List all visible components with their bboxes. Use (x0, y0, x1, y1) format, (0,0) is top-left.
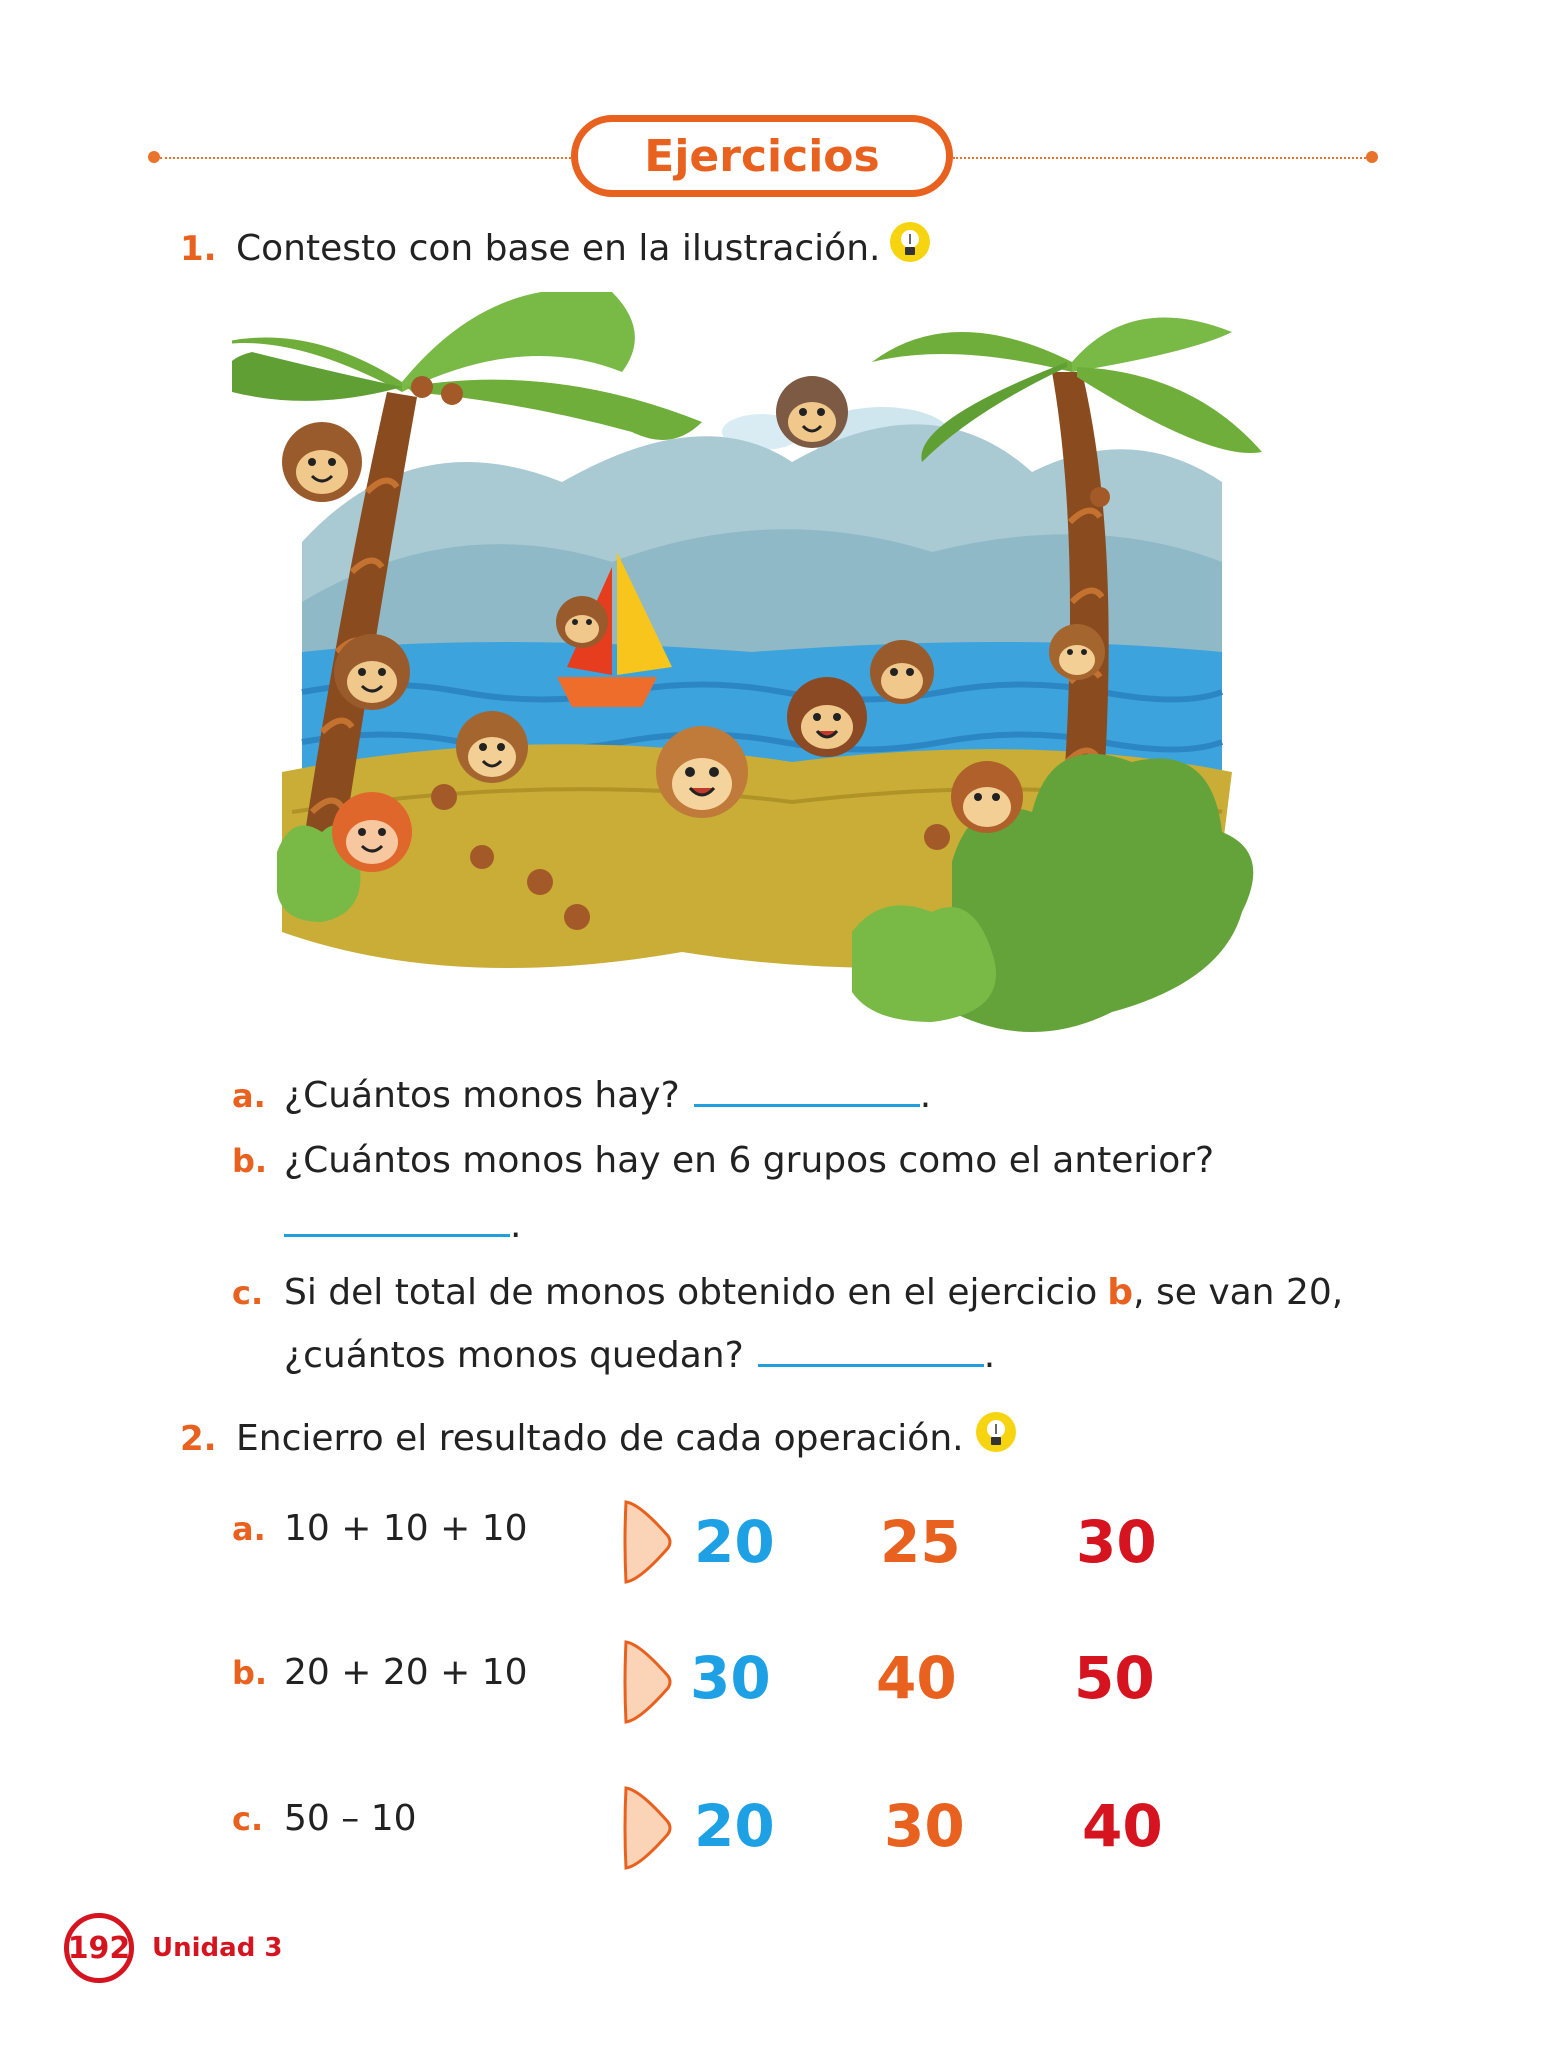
question-1b-text: ¿Cuántos monos hay en 6 grupos como el anterior? (284, 1140, 1215, 1181)
monkeys-beach-illustration (232, 292, 1292, 1062)
operation-b-expression: 20 + 20 + 10 (284, 1652, 528, 1693)
answer-blank-1c[interactable] (758, 1330, 984, 1367)
question-2 (180, 1418, 1018, 1459)
question-1c-line2 (284, 1330, 995, 1376)
operation-c-expression: 50 – 10 (284, 1798, 417, 1839)
option-c-1[interactable]: 20 (694, 1792, 775, 1860)
question-1-text: Contesto con base en la ilustración. (236, 228, 881, 269)
unit-label: Unidad 3 (152, 1933, 283, 1963)
question-1a-text: ¿Cuántos monos hay? (284, 1075, 680, 1116)
page-number: 192 (67, 1930, 131, 1966)
question-1a-end: . (919, 1075, 932, 1116)
operation-c-letter: c. (232, 1800, 264, 1838)
page-number-badge (64, 1913, 134, 1983)
operation-row-a (232, 1508, 528, 1549)
section-title: Ejercicios (644, 130, 880, 182)
question-1c-text-part1: Si del total de monos obtenido en el ejercicio (284, 1272, 1098, 1313)
question-1 (180, 228, 932, 269)
question-1a-letter: a. (232, 1077, 266, 1115)
operation-a-expression: 10 + 10 + 10 (284, 1508, 528, 1549)
question-1a (232, 1070, 931, 1116)
question-1b-answer-line (284, 1200, 521, 1246)
question-2-text: Encierro el resultado de cada operación. (236, 1418, 964, 1459)
question-1c-ref: b (1107, 1272, 1134, 1313)
operation-row-c (232, 1798, 417, 1839)
option-b-1[interactable]: 30 (690, 1644, 771, 1712)
answer-blank-1a[interactable] (694, 1070, 920, 1107)
option-a-3[interactable]: 30 (1076, 1508, 1157, 1576)
question-1-number: 1. (180, 228, 217, 269)
lightbulb-icon (974, 1410, 1018, 1454)
operation-row-b (232, 1652, 528, 1693)
header-dot-left (148, 151, 160, 163)
option-c-2[interactable]: 30 (884, 1792, 965, 1860)
lightbulb-icon (888, 220, 932, 264)
question-1c-text-part2: , se van 20, (1133, 1272, 1344, 1313)
question-1c-text-part3: ¿cuántos monos quedan? (284, 1335, 744, 1376)
option-a-1[interactable]: 20 (694, 1508, 775, 1576)
operation-b-letter: b. (232, 1654, 268, 1692)
option-b-3[interactable]: 50 (1074, 1644, 1155, 1712)
operation-a-letter: a. (232, 1510, 266, 1548)
question-1c (232, 1272, 1343, 1313)
question-1c-letter: c. (232, 1274, 264, 1312)
arrow-marker-icon (620, 1782, 674, 1874)
section-title-pill (571, 115, 953, 197)
answer-blank-1b[interactable] (284, 1200, 510, 1237)
option-a-2[interactable]: 25 (880, 1508, 961, 1576)
option-c-3[interactable]: 40 (1082, 1792, 1163, 1860)
question-1b-end: . (510, 1205, 522, 1246)
option-b-2[interactable]: 40 (876, 1644, 957, 1712)
question-2-number: 2. (180, 1418, 217, 1459)
header-rule-left (160, 157, 571, 159)
header-rule-right (953, 157, 1366, 159)
arrow-marker-icon (620, 1496, 674, 1588)
header-dot-right (1366, 151, 1378, 163)
question-1b (232, 1140, 1214, 1181)
arrow-marker-icon (620, 1636, 674, 1728)
question-1c-end: . (983, 1335, 996, 1376)
question-1b-letter: b. (232, 1142, 268, 1180)
